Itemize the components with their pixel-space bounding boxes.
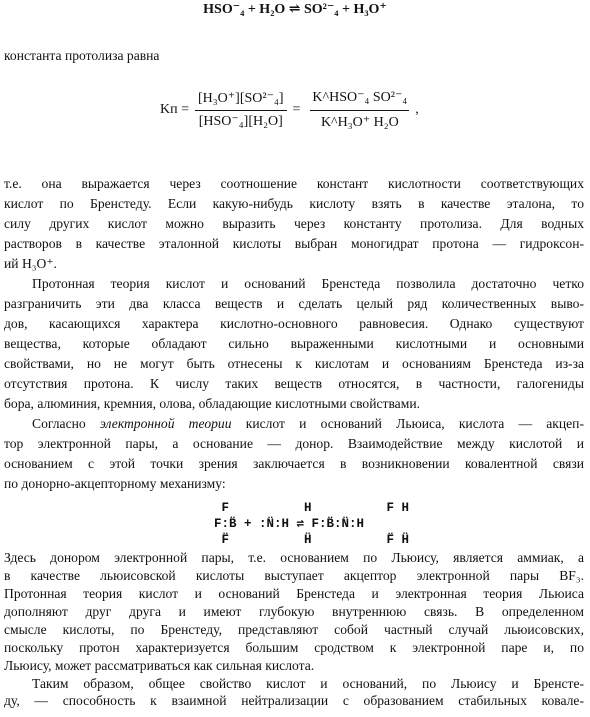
scheme-row: F H F H (214, 501, 410, 515)
text-line: Здесь донором электронной пары, т.е. основанием по Льюису, является аммиак, а (4, 550, 584, 565)
text-line: Протонная теория кислот и оснований Бренстеда позволила достаточно четко (32, 276, 584, 291)
text-line: разграничить эти два класса веществ и сделать целый ряд количественных выво- (4, 296, 584, 311)
formula-lhs: Kп = (160, 102, 189, 118)
text-line: вещества, которые обладают сильно выраженными кислотными и основными (4, 336, 584, 351)
scheme-diagram (214, 500, 409, 548)
text-line: дополняют друг друга и имеют глубокую внутреннюю связь. В определенном (4, 604, 584, 619)
text-line: ий H₃O⁺. (4, 256, 57, 271)
text-line: Таким образом, общее свойство кислот и оснований, по Льюису и Бренсте- (32, 676, 584, 691)
constant-ratio (310, 88, 409, 132)
ratio-numerator: K^HSO⁻₄ SO²⁻₄ (310, 88, 409, 111)
text-line: дов, касающихся характера кислотно-основного равновесия. Однако существуют (4, 316, 584, 331)
text-line (32, 414, 584, 434)
scheme-row: F̈ Ḧ F̈ Ḧ (214, 533, 410, 547)
formula-equals: = (292, 102, 301, 118)
text-line: Протонная теория кислот и оснований Бренстеда и электронная теория Льюиса (4, 586, 584, 601)
text-line: по донорно-акцепторному механизму: (4, 476, 226, 491)
formula-numerator: [H₃O⁺][SO²⁻₄] (195, 89, 287, 111)
text-line: основанием с этой точки зрения заключается в возникновении ковалентной связи (4, 456, 584, 471)
dissociation-equation: HSO⁻₄ + H₂O ⇌ SO²⁻₄ + H₃O⁺ (203, 2, 387, 17)
text-fragment: кислот и оснований Льюиса, кислота — акцеп- (231, 416, 584, 431)
text-line: Льюису, может рассматриваться как сильная кислота. (4, 658, 315, 673)
text-line: т.е. она выражается через соотношение констант кислотности соответствующих (4, 176, 584, 191)
text-line: свойствами, но не могут быть отнесены к кислотам и основаниям Бренстеда из-за (4, 356, 584, 371)
formula-denominator: [HSO⁻₄][H₂O] (198, 113, 283, 129)
text-fragment: Согласно (32, 416, 100, 431)
scheme-row: F:B̈ + :N̈:H ⇌ F:B̈:N̈:H (214, 517, 365, 531)
intro-text: константа протолиза равна (4, 48, 160, 63)
text-line: ду, — способность к взаимной нейтрализации с образованием стабильных ковале- (4, 693, 584, 708)
ratio-denominator: K^H₃O⁺ H₂O (320, 114, 399, 130)
text-line: в качестве льюисовской кислоты выступает акцептор электронной пары BF₃. (4, 568, 584, 583)
text-line: отсутствия протона. К числу таких веществ относятся, в частности, галогениды (4, 376, 584, 391)
concentration-fraction (195, 89, 287, 131)
formula-tail: , (415, 102, 419, 118)
protolysis-constant-formula (0, 74, 590, 162)
text-line: бора, алюминия, кремния, олова, обладающие кислотными свойствами. (4, 396, 420, 411)
text-line: смысле кислоты, по Бренстеду, представляют собой частный случай льюисовских, (4, 622, 584, 637)
text-line: растворов в качестве эталонной кислоты выбран моногидрат протона — гидроксон- (4, 236, 584, 251)
text-line: силу других кислот можно выразить через константу протолиза. Для водных (4, 216, 584, 231)
italic-term: электронной теории (99, 416, 232, 431)
text-line: поскольку протон характеризуется большим сродством к электронной паре и, по (4, 640, 584, 655)
text-line: кислот по Бренстеду. Если какую-нибудь кислоту взять в качестве эталона, то (4, 196, 584, 211)
text-line: тор электронной пары, а основание — донор. Взаимодействие между кислотой и (4, 436, 584, 451)
